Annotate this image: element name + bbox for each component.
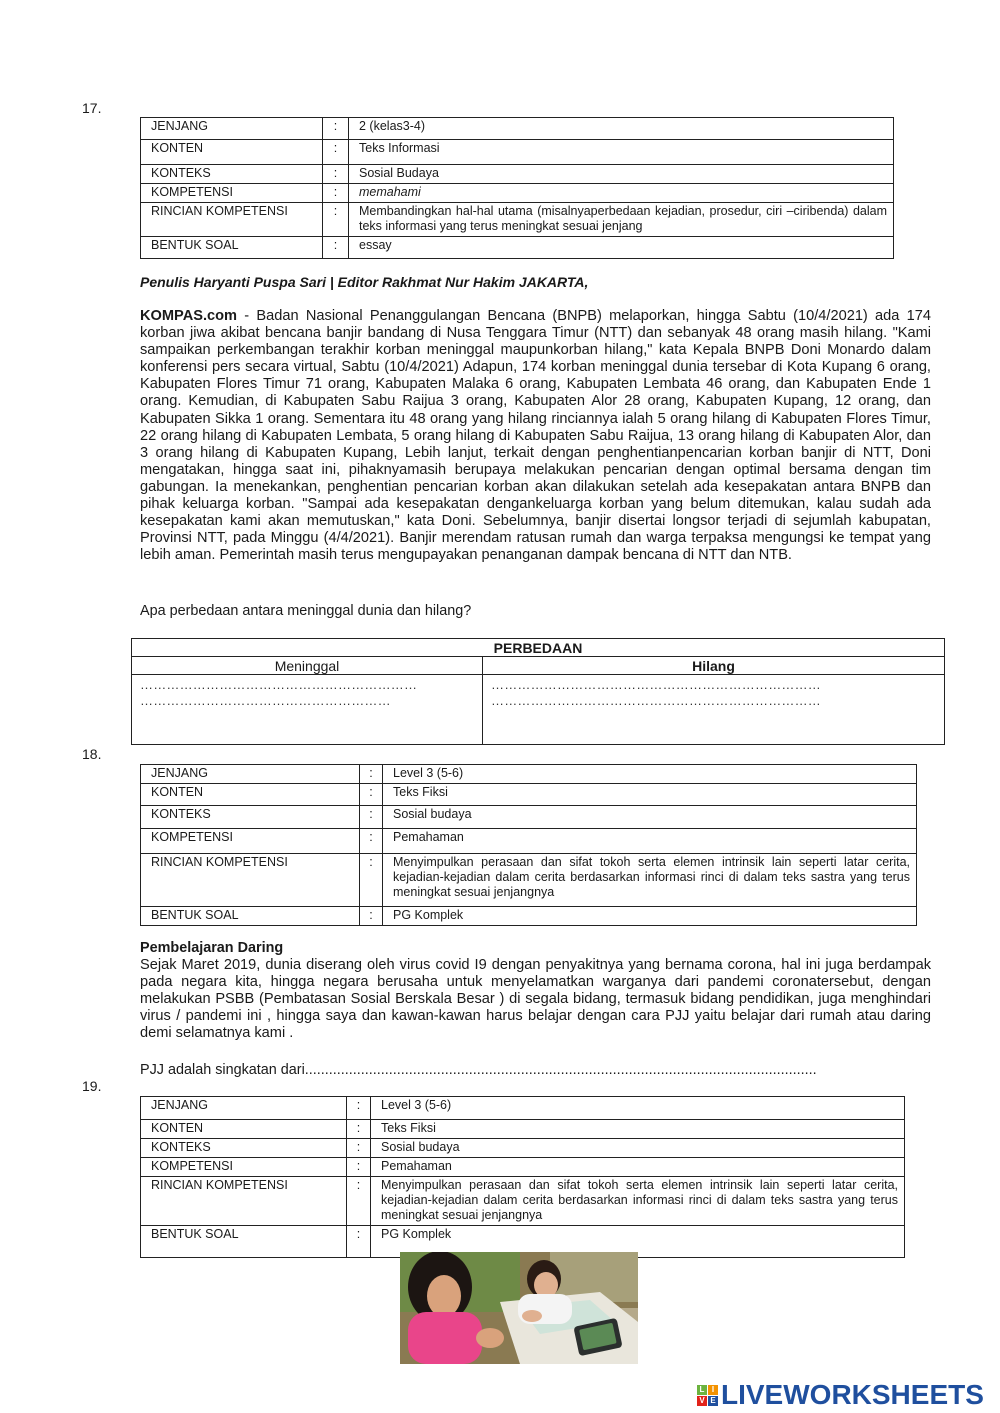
article-text <box>140 308 931 564</box>
meta-label: KOMPETENSI <box>141 829 360 854</box>
logo-mark-l: L <box>697 1385 707 1395</box>
colon: : <box>360 829 383 854</box>
children-studying-photo <box>400 1252 638 1364</box>
meta-label: KOMPETENSI <box>141 184 323 203</box>
meta-value: Teks Informasi <box>349 140 894 165</box>
table-row <box>141 118 894 140</box>
meta-label: RINCIAN KOMPETENSI <box>141 203 323 237</box>
meta-value: essay <box>349 237 894 259</box>
meta-label: KONTEKS <box>141 806 360 829</box>
question-number-18: 18. <box>82 746 102 762</box>
answer-cell-meninggal[interactable] <box>132 675 483 745</box>
table-row <box>141 1139 905 1158</box>
meta-label: JENJANG <box>141 1097 347 1120</box>
passage-title: Pembelajaran Daring <box>140 940 284 956</box>
q18-question[interactable]: PJJ adalah singkatan dari................................................................................................................................ <box>140 1062 817 1078</box>
meta-value: Sosial budaya <box>371 1139 905 1158</box>
answer-line[interactable]: ……………………………………………………… <box>140 677 418 692</box>
meta-value: Teks Fiksi <box>371 1120 905 1139</box>
meta-label: KONTEKS <box>141 165 323 184</box>
meta-label: KONTEN <box>141 784 360 806</box>
table-row <box>141 1097 905 1120</box>
colon: : <box>347 1226 371 1258</box>
colon: : <box>347 1139 371 1158</box>
meta-label: RINCIAN KOMPETENSI <box>141 854 360 907</box>
meta-label: JENJANG <box>141 765 360 784</box>
column-meninggal: Meninggal <box>132 657 483 675</box>
meta-value: Sosial Budaya <box>349 165 894 184</box>
meta-value: PG Komplek <box>383 907 917 926</box>
colon: : <box>360 907 383 926</box>
meta-value: Menyimpulkan perasaan dan sifat tokoh serta elemen intrinsik lain seperti latar cerita, kejadian-kejadian dalam cerita berdasarkan informasi rinci di dalam teks sastra yang terus meningkat sesuai jenjangnya <box>383 854 917 907</box>
colon: : <box>323 118 349 140</box>
colon: : <box>323 237 349 259</box>
article-body: - Badan Nasional Penanggulangan Bencana (BNPB) melaporkan, hingga Sabtu (10/4/2021) ada 174 korban jiwa akibat bencana banjir bandang di Nusa Tenggara Timur (NTT) dan sebanyak 48 orang masih hilang. "Kami sampaikan perkembangan terakhir korban meninggal maupunkorban hilang," kata Kepala BNPB Doni Monardo dalam konferensi pers secara virtual, Sabtu (10/4/2021) Adapun, 174 korban meninggal dunia tersebar di Kota Kupang 6 orang, Kabupaten Flores Timur 71 orang, Kabupaten Malaka 6 orang, Kabupaten Lembata 46 orang, dan Kabupaten Ende 1 orang. Kemudian, di Kabupaten Sabu Raijua 3 orang, Kabupaten Alor 28 orang, Kabupaten Kupang, 12 orang, dan Kabupaten Sikka 1 orang. Sementara itu 48 orang yang hilang rinciannya ialah 5 orang hilang di Kabupaten Flores Timur, 22 orang hilang di Kabupaten Lembata, 5 orang hilang di Kabupaten Sabu Raijua, 13 orang hilang di Kabupaten Alor, dan 3 orang hilang di Kabupaten Kupang, Lebih lanjut, terkait dengan penghentianpencarian korban banjir di NTT, Doni mengatakan, hingga saat ini, pihaknyamasih berupaya melakukan pencarian dengan optimal bersama dengan tim gabungan. Ia menekankan, penghentian pencarian korban akan dilakukan setelah ada kesepakatan antara BNPB dan pihak keluarga korban. "Sampai ada kesepakatan dengankeluarga korban yang belum ditemukan, kalau sudah ada kesepakatan kami akan memutuskan," kata Doni. Sebelumnya, banjir disertai longsor terjadi di sejumlah kabupatan, Provinsi NTT, pada Minggu (4/4/2021). Banjir merendam ratusan rumah dan warga terpaksa mengungsi ke tempat yang lebih aman. Pemerintah masih terus mengupayakan penanganan dampak bencana di NTT dan NTB. <box>140 308 931 564</box>
colon: : <box>360 784 383 806</box>
table-row <box>141 1177 905 1226</box>
table-row <box>141 765 917 784</box>
meta-label: BENTUK SOAL <box>141 237 323 259</box>
colon: : <box>323 140 349 165</box>
colon: : <box>323 165 349 184</box>
logo-mark-v: V <box>697 1396 707 1406</box>
question-number-17: 17. <box>82 100 102 116</box>
article-source: KOMPAS.com <box>140 308 238 324</box>
colon: : <box>347 1097 371 1120</box>
meta-value: memahami <box>349 184 894 203</box>
q17-question: Apa perbedaan antara meninggal dunia dan hilang? <box>140 603 472 619</box>
colon: : <box>347 1158 371 1177</box>
table-row <box>141 203 894 237</box>
q18-meta-table <box>140 764 917 926</box>
meta-value: Teks Fiksi <box>383 784 917 806</box>
article-byline: Penulis Haryanti Puspa Sari | Editor Rakhmat Nur Hakim JAKARTA, <box>140 274 589 290</box>
meta-label: BENTUK SOAL <box>141 1226 347 1258</box>
colon: : <box>360 765 383 784</box>
column-hilang: Hilang <box>483 657 945 675</box>
meta-label: KONTEN <box>141 140 323 165</box>
table-row <box>141 784 917 806</box>
q17-meta-table <box>140 117 894 259</box>
table-row <box>132 675 945 745</box>
meta-value: Level 3 (5-6) <box>371 1097 905 1120</box>
table-row <box>141 829 917 854</box>
table-row <box>141 1158 905 1177</box>
q19-meta-table <box>140 1096 905 1258</box>
colon: : <box>347 1177 371 1226</box>
table-row <box>141 806 917 829</box>
meta-value: Pemahaman <box>371 1158 905 1177</box>
table-row <box>132 657 945 675</box>
table-row <box>141 854 917 907</box>
colon: : <box>323 203 349 237</box>
logo-mark-e: E <box>708 1396 718 1406</box>
table-row <box>141 184 894 203</box>
meta-value: Sosial budaya <box>383 806 917 829</box>
table-row <box>141 140 894 165</box>
colon: : <box>360 854 383 907</box>
colon: : <box>347 1120 371 1139</box>
liveworksheets-logo[interactable] <box>697 1380 984 1410</box>
colon: : <box>360 806 383 829</box>
answer-line[interactable]: ………………………………………………… <box>140 693 391 708</box>
meta-value: PG Komplek <box>371 1226 905 1258</box>
meta-label: JENJANG <box>141 118 323 140</box>
logo-mark-icon <box>697 1385 718 1406</box>
table-row <box>141 165 894 184</box>
table-row <box>141 237 894 259</box>
answer-line[interactable]: ………………………………………………………………… <box>491 693 821 708</box>
meta-label: BENTUK SOAL <box>141 907 360 926</box>
meta-value: Membandingkan hal-hal utama (misalnyaperbedaan kejadian, prosedur, ciri –ciribenda) dalam teks informasi yang terus meningkat sesuai jenjang <box>349 203 894 237</box>
question-number-19: 19. <box>82 1078 102 1094</box>
answer-cell-hilang[interactable] <box>483 675 945 745</box>
meta-label: KONTEN <box>141 1120 347 1139</box>
meta-label: KONTEKS <box>141 1139 347 1158</box>
meta-label: RINCIAN KOMPETENSI <box>141 1177 347 1226</box>
meta-value: Menyimpulkan perasaan dan sifat tokoh serta elemen intrinsik lain seperti latar cerita, kejadian-kejadian dalam cerita berdasarkan informasi rinci di dalam teks sastra yang terus meningkat sesuai jenjangnya <box>371 1177 905 1226</box>
table-row <box>141 1120 905 1139</box>
colon: : <box>323 184 349 203</box>
table-row <box>132 639 945 657</box>
logo-mark-i: I <box>708 1385 718 1395</box>
passage-text: Sejak Maret 2019, dunia diserang oleh virus covid I9 dengan penyakitnya yang bernama corona, hal ini juga berdampak pada negara kita, hingga negara berusaha untuk menyelamatkan warganya dari pandemi coronatersebut, dengan melakukan PSBB (Pembatasan Sosial Berskala Besar ) di segala bidang, termasuk bidang pendidikan, juga menghindari virus / pandemi ini , hingga saya dan kawan-kawan harus belajar dengan cara PJJ yaitu belajar dari rumah atau daring demi selamatnya kami . <box>140 957 931 1042</box>
logo-text: LIVEWORKSHEETS <box>721 1379 984 1410</box>
meta-label: KOMPETENSI <box>141 1158 347 1177</box>
table-row <box>141 907 917 926</box>
answer-line[interactable]: ………………………………………………………………… <box>491 677 821 692</box>
difference-table <box>131 638 945 745</box>
difference-title: PERBEDAAN <box>132 639 945 657</box>
meta-value: 2 (kelas3-4) <box>349 118 894 140</box>
photo-illustration <box>400 1252 638 1364</box>
meta-value: Pemahaman <box>383 829 917 854</box>
meta-value: Level 3 (5-6) <box>383 765 917 784</box>
